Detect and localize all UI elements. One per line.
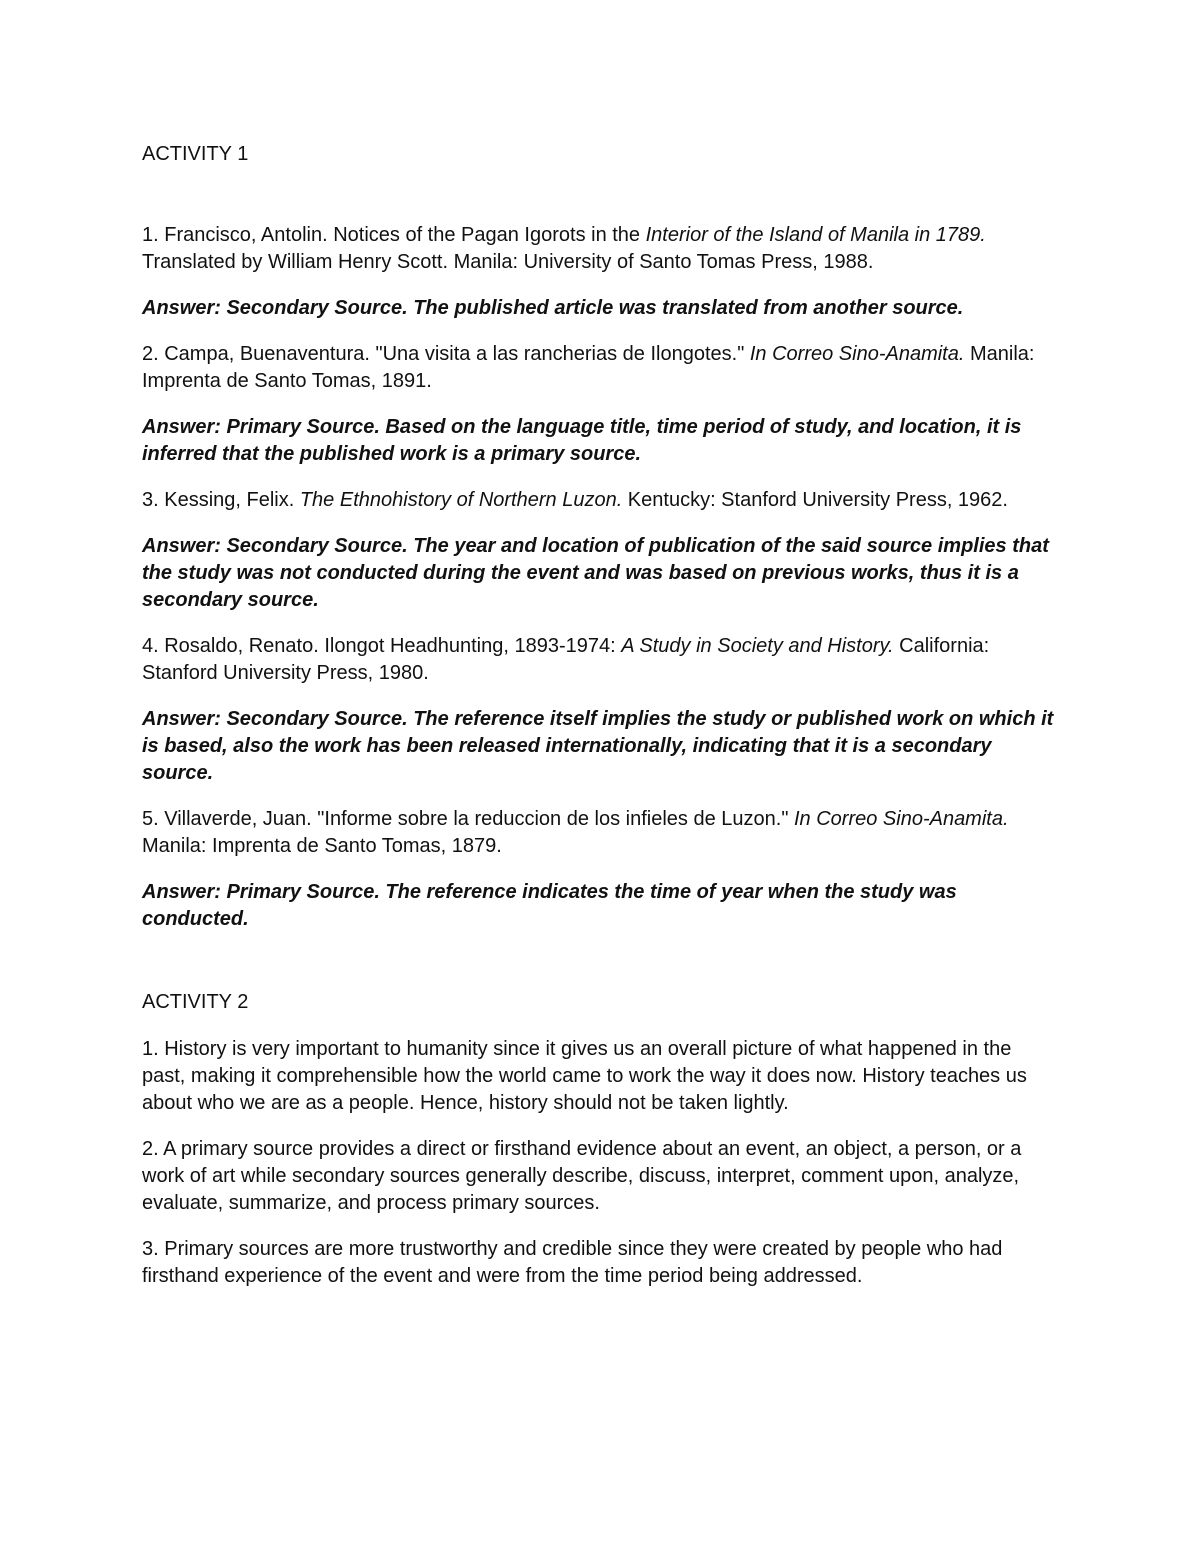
activity-2-answer-3: 3. Primary sources are more trustworthy and credible since they were created by people who had firsthand experience of the event and were from the time period being addressed. [142, 1238, 1003, 1287]
reference-text: California: Stanford University Press, 1980. [142, 635, 990, 684]
reference-text: Kentucky: Stanford University Press, 1962. [622, 489, 1008, 511]
reference-5 [142, 806, 1060, 860]
answer-4: Answer: Secondary Source. The reference itself implies the study or published work on which it is based, also the work has been released internationally, indicating that it is a secondary source. [142, 708, 1054, 784]
reference-italic-title: In Correo Sino-Anamita. [749, 343, 965, 365]
activity-2-answer-1: 1. History is very important to humanity since it gives us an overall picture of what happened in the past, making it comprehensible how the world came to work the way it does now. History teaches us about who we are as a people. Hence, history should not be taken lightly. [142, 1038, 1027, 1114]
reference-text: Translated by William Henry Scott. Manila: University of Santo Tomas Press, 1988. [142, 251, 874, 273]
reference-text: Manila: Imprenta de Santo Tomas, 1879. [142, 835, 502, 857]
reference-4 [142, 633, 1060, 687]
reference-italic-title: Interior of the Island of Manila in 1789. [645, 224, 986, 246]
reference-text: 3. Kessing, Felix. [142, 489, 300, 511]
answer-3: Answer: Secondary Source. The year and location of publication of the said source implies that the study was not conducted during the event and was based on previous works, thus it is a secondary source. [142, 535, 1049, 611]
reference-3 [142, 487, 1060, 514]
reference-text: Manila: Imprenta de Santo Tomas, 1891. [142, 343, 1035, 392]
reference-text: 5. Villaverde, Juan. "Informe sobre la reduccion de los infieles de Luzon." [142, 808, 794, 830]
reference-italic-title: The Ethnohistory of Northern Luzon. [299, 489, 623, 511]
answer-2: Answer: Primary Source. Based on the language title, time period of study, and location, it is inferred that the published work is a primary source. [142, 416, 1022, 465]
activity-1-heading: ACTIVITY 1 [142, 143, 249, 165]
reference-text: 4. Rosaldo, Renato. Ilongot Headhunting, 1893-1974: [142, 635, 622, 657]
reference-2 [142, 341, 1060, 395]
reference-1 [142, 222, 1060, 276]
reference-text: 2. Campa, Buenaventura. "Una visita a las rancherias de Ilongotes." [142, 343, 750, 365]
answer-5: Answer: Primary Source. The reference indicates the time of year when the study was conducted. [142, 881, 957, 930]
answer-1: Answer: Secondary Source. The published article was translated from another source. [142, 297, 964, 319]
reference-italic-title: A Study in Society and History. [621, 635, 894, 657]
activity-2-answer-2: 2. A primary source provides a direct or firsthand evidence about an event, an object, a person, or a work of art while secondary sources generally describe, discuss, interpret, comment upon, analyze, evaluate, summarize, and process primary sources. [142, 1138, 1022, 1214]
reference-italic-title: In Correo Sino-Anamita. [793, 808, 1009, 830]
activity-2-heading: ACTIVITY 2 [142, 991, 249, 1013]
reference-text: 1. Francisco, Antolin. Notices of the Pagan Igorots in the [142, 224, 646, 246]
